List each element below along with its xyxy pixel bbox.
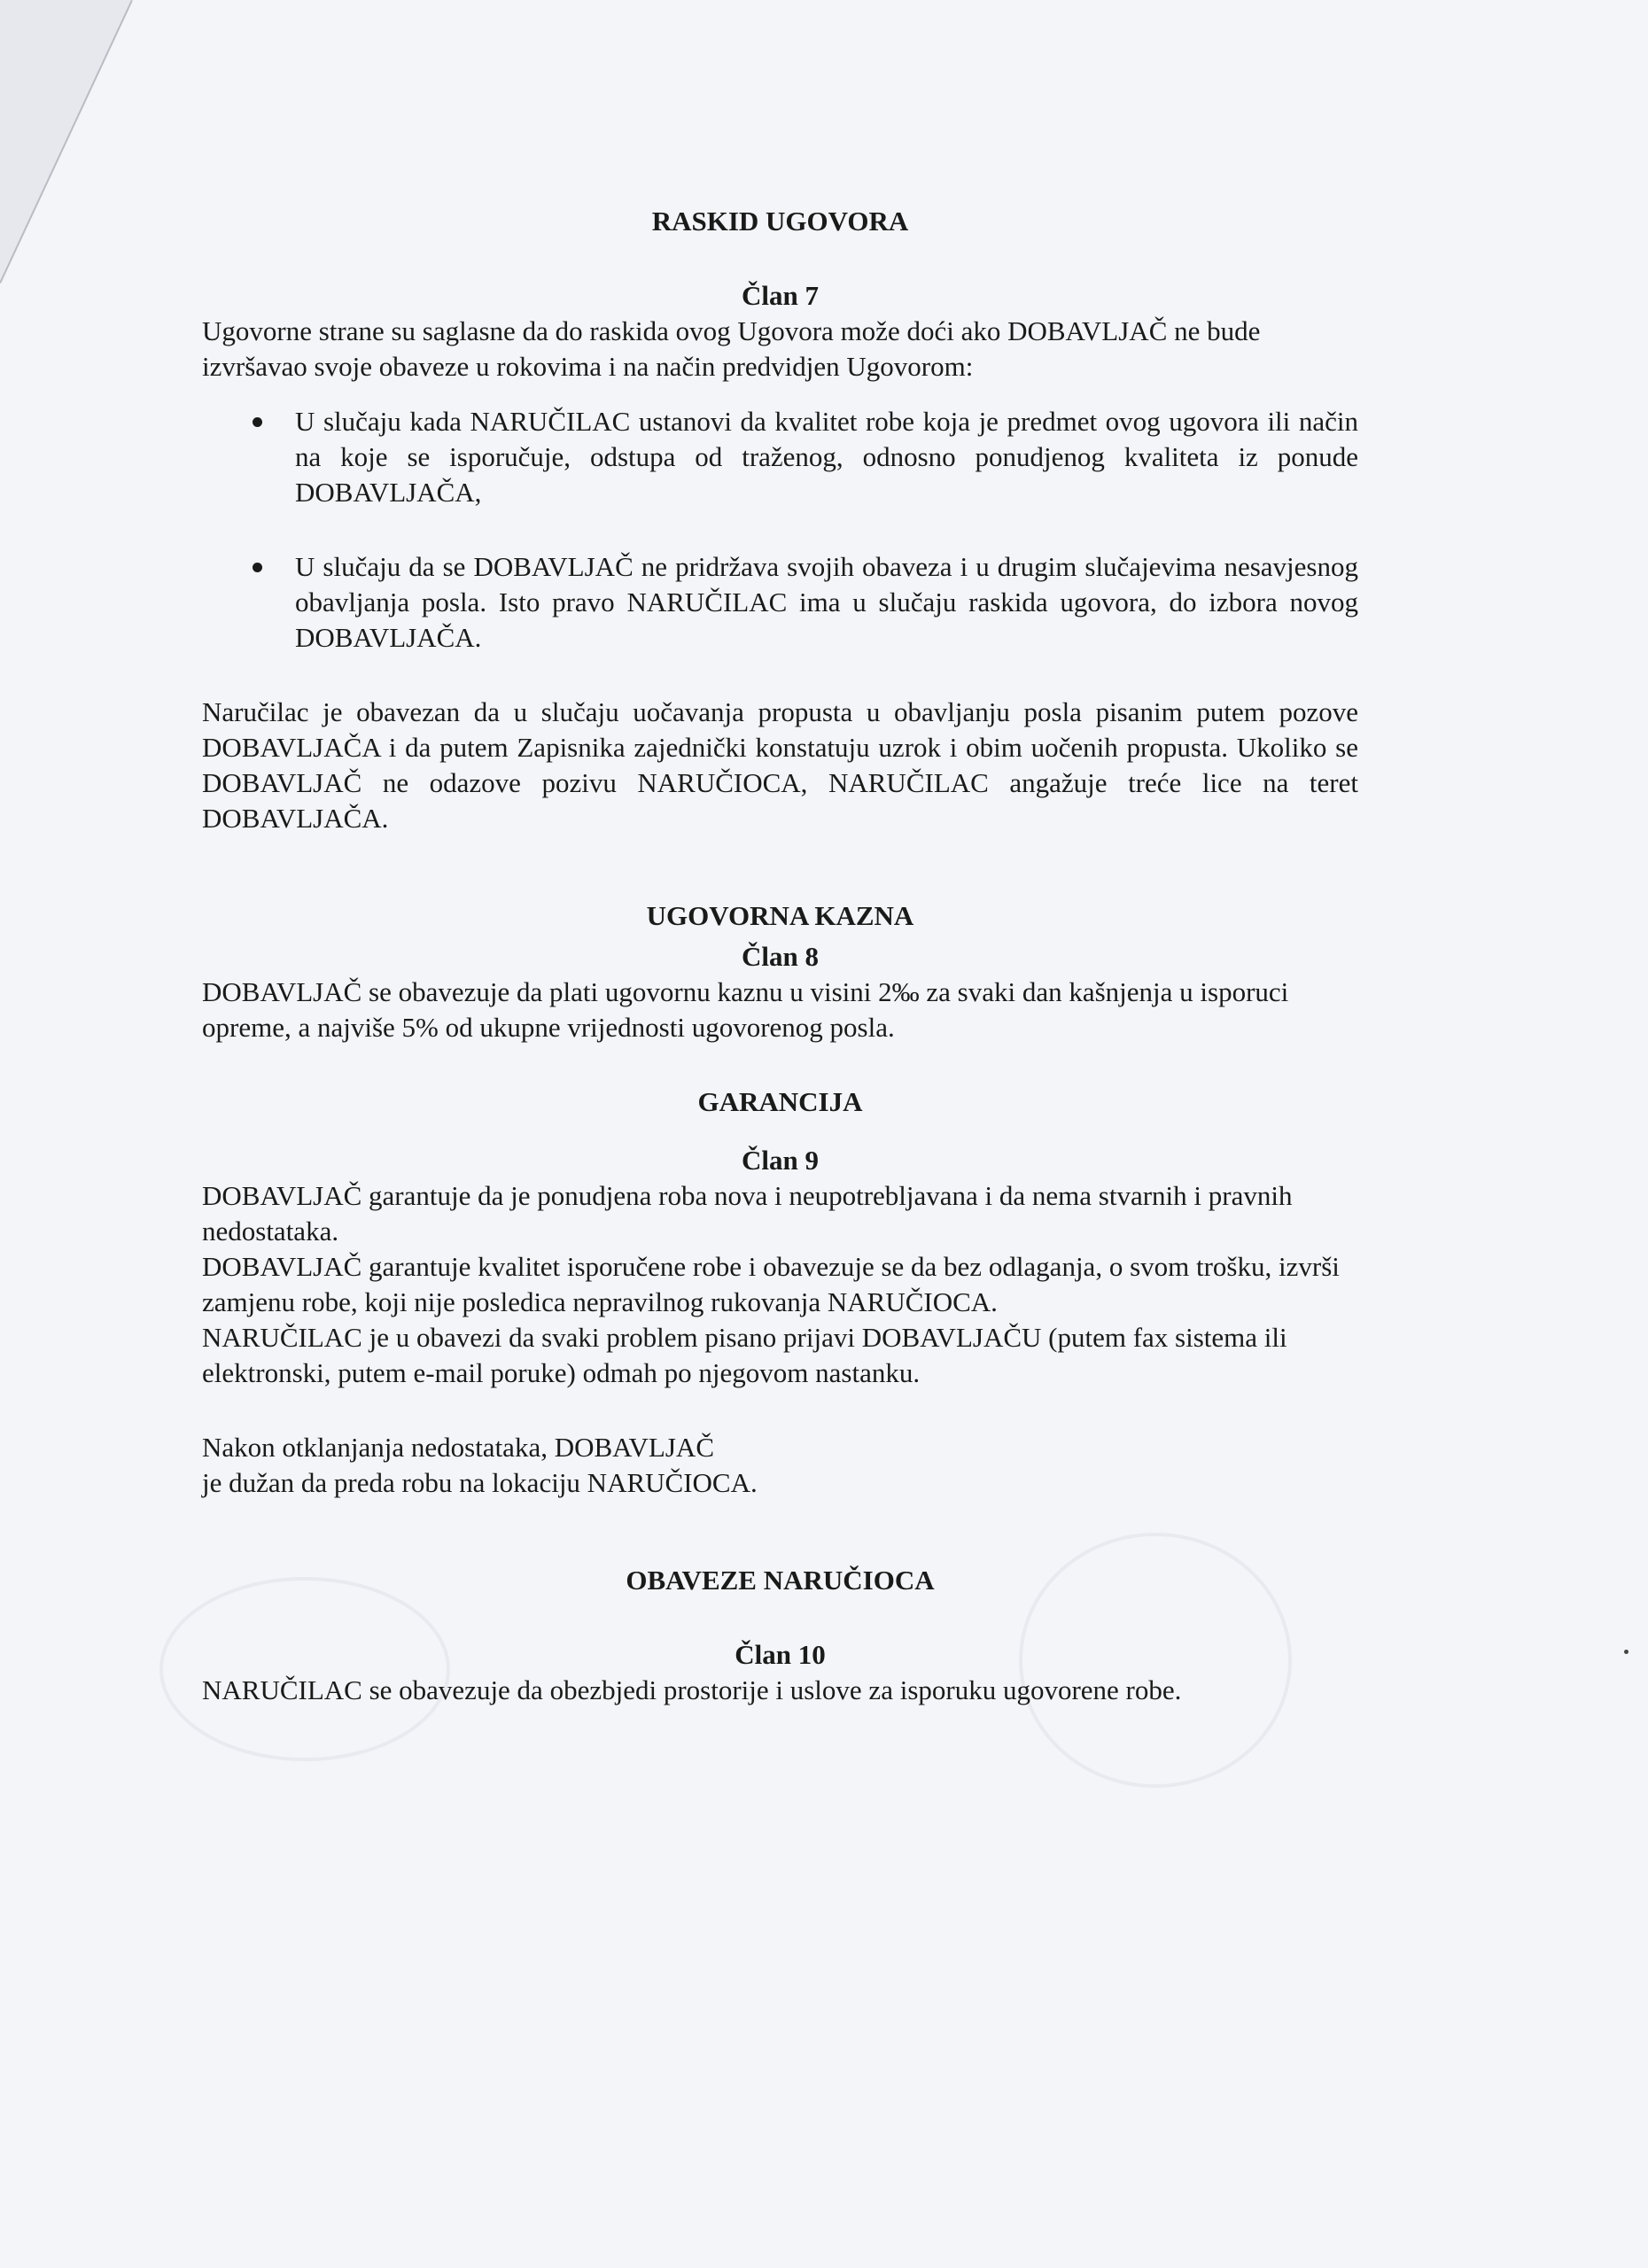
- guarantee-paragraph-4-line-2: je dužan da preda robu na lokaciju NARUČIOCA.: [202, 1467, 758, 1498]
- article-number: Član 9: [742, 1145, 819, 1176]
- guarantee-paragraph-1: DOBAVLJAČ garantuje da je ponudjena roba nova i neupotrebljavana i da nema stvarnih i pravnih nedostataka.: [202, 1180, 1293, 1247]
- section-ugovorna-kazna: [202, 898, 1358, 1045]
- article-closing: Naručilac je obavezan da u slučaju uočavanja propusta u obavljanju posla pisanim putem pozove DOBAVLJAČA i da putem Zapisnika zajednički konstatuju uzrok i obim uočenih propusta. Ukoliko se DOBAVLJAČ ne odazove pozivu NARUČIOCA, NARUČILAC angažuje treće lice na teret DOBAVLJAČA.: [202, 696, 1358, 834]
- section-title: GARANCIJA: [697, 1086, 863, 1117]
- list-item: U slučaju da se DOBAVLJAČ ne pridržava svojih obaveza i u drugim slučajevima nesavjesnog obavljanja posla. Isto pravo NARUČILAC ima u slučaju raskida ugovora, do izbora novog DOBAVLJAČA.: [295, 549, 1358, 656]
- bullet-list: [202, 404, 1358, 656]
- guarantee-paragraph-3: NARUČILAC je u obavezi da svaki problem pisano prijavi DOBAVLJAČU (putem fax sistema ili elektronski, putem e-mail poruke) odmah po njegovom nastanku.: [202, 1322, 1287, 1388]
- article-number: Član 10: [735, 1639, 826, 1670]
- section-garancija: [202, 1084, 1358, 1501]
- article-intro: Ugovorne strane su saglasne da do raskida ovog Ugovora može doći ako DOBAVLJAČ ne bude izvršavao svoje obaveze u rokovima i na način predvidjen Ugovorom:: [202, 315, 1261, 382]
- section-title: RASKID UGOVORA: [651, 206, 909, 237]
- guarantee-paragraph-2: DOBAVLJAČ garantuje kvalitet isporučene robe i obavezuje se da bez odlaganja, o svom trošku, izvrši zamjenu robe, koji nije posledica nepravilnog rukovanja NARUČIOCA.: [202, 1251, 1340, 1317]
- speck-mark: [1624, 1650, 1629, 1654]
- guarantee-paragraph-4-line-1: Nakon otklanjanja nedostataka, DOBAVLJAČ: [202, 1432, 714, 1463]
- section-obaveze-narucioca: [202, 1563, 1358, 1708]
- bullet-icon: [253, 563, 262, 572]
- section-title: OBAVEZE NARUČIOCA: [626, 1565, 935, 1596]
- section-raskid-ugovora: [202, 204, 1358, 836]
- article-text: NARUČILAC se obavezuje da obezbjedi prostorije i uslove za isporuku ugovorene robe.: [202, 1674, 1182, 1705]
- document-body: [202, 204, 1358, 1708]
- article-number: Član 8: [742, 941, 819, 972]
- article-text: DOBAVLJAČ se obavezuje da plati ugovornu kaznu u visini 2‰ za svaki dan kašnjenja u isporuci opreme, a najviše 5% od ukupne vrijednosti ugovorenog posla.: [202, 976, 1289, 1043]
- list-item: U slučaju kada NARUČILAC ustanovi da kvalitet robe koja je predmet ovog ugovora ili način na koje se isporučuje, odstupa od traženog, odnosno ponudjenog kvaliteta iz ponude DOBAVLJAČA,: [295, 404, 1358, 510]
- article-number: Član 7: [742, 280, 819, 311]
- section-title: UGOVORNA KAZNA: [646, 900, 914, 931]
- bullet-icon: [253, 417, 262, 427]
